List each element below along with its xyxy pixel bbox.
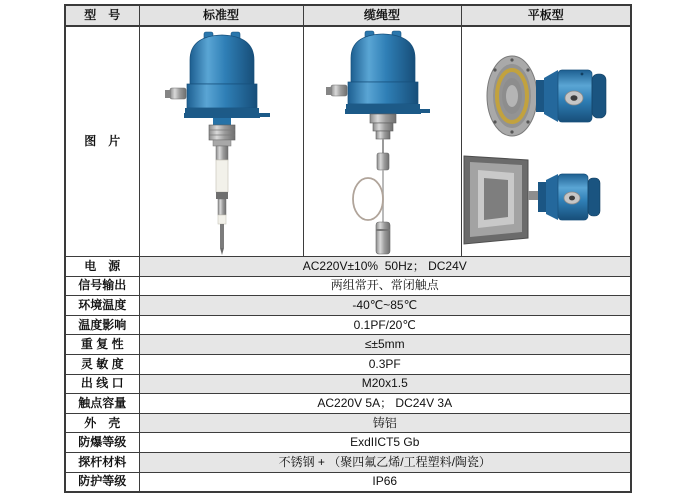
cable-loop: [353, 178, 383, 220]
spec-value: 0.1PF/20℃: [139, 315, 631, 335]
spec-value: -40℃~85℃: [139, 296, 631, 316]
cable-type-product-photo: [304, 28, 462, 256]
spec-label: 灵 敏 度: [65, 354, 139, 374]
spec-value: AC220V 5A； DC24V 3A: [139, 394, 631, 414]
rod-probe: [209, 125, 235, 255]
header-flat-plate-type: 平板型: [461, 5, 631, 26]
standard-type-product-photo: [140, 28, 304, 256]
spec-label: 电 源: [65, 257, 139, 277]
spec-row-power: [65, 257, 631, 277]
spec-row-enclosure: [65, 413, 631, 433]
spec-value: IP66: [139, 472, 631, 492]
cable-type-photo-cell: [303, 26, 461, 257]
product-spec-table: [64, 4, 632, 493]
spec-row-temperature-effect: [65, 315, 631, 335]
counterweight: [376, 222, 390, 254]
spec-value: 两组常开、常闭触点: [139, 276, 631, 296]
cable-gland: [331, 85, 347, 96]
spec-value: ExdIICT5 Gb: [139, 433, 631, 453]
spec-label: 重 复 性: [65, 335, 139, 355]
header-cable-type: 缆绳型: [303, 5, 461, 26]
spec-value: 0.3PF: [139, 354, 631, 374]
table-header-row: [65, 5, 631, 26]
spec-value: 不锈钢 + （聚四氟乙烯/工程塑料/陶瓷）: [139, 452, 631, 472]
spec-label: 探杆材料: [65, 452, 139, 472]
spec-row-explosion-proof-grade: [65, 433, 631, 453]
device-housing: [165, 32, 270, 125]
spec-row-repeatability: [65, 335, 631, 355]
spec-row-probe-material: [65, 452, 631, 472]
flat-plate-type-photo-cell: [461, 26, 631, 257]
image-row-label: 图 片: [65, 26, 139, 257]
spec-value: M20x1.5: [139, 374, 631, 394]
cable-gland: [170, 88, 186, 99]
spec-label: 温度影响: [65, 315, 139, 335]
round-flange-assembly: [487, 56, 606, 136]
spec-rows: [65, 257, 631, 493]
spec-row-contact-rating: [65, 394, 631, 414]
spec-value: ≤±5mm: [139, 335, 631, 355]
spec-label: 防爆等级: [65, 433, 139, 453]
spec-sheet: [64, 4, 632, 493]
spec-value: 铸铝: [139, 413, 631, 433]
image-row: [65, 26, 631, 257]
header-model: 型 号: [65, 5, 139, 26]
cable-probe: [353, 114, 396, 254]
spec-label: 环境温度: [65, 296, 139, 316]
spec-label: 触点容量: [65, 394, 139, 414]
spec-row-cable-entry: [65, 374, 631, 394]
device-housing: [326, 31, 430, 114]
spec-label: 出 线 口: [65, 374, 139, 394]
flat-plate-type-product-photo: [462, 28, 632, 256]
spec-label: 防护等级: [65, 472, 139, 492]
ptfe-sleeve: [216, 160, 228, 192]
square-plate-assembly: [464, 156, 600, 244]
spec-row-protection-grade: [65, 472, 631, 492]
spec-row-ambient-temperature: [65, 296, 631, 316]
standard-type-photo-cell: [139, 26, 303, 257]
spec-row-signal-output: [65, 276, 631, 296]
spec-value: AC220V±10% 50Hz； DC24V: [139, 257, 631, 277]
header-standard-type: 标准型: [139, 5, 303, 26]
spec-row-sensitivity: [65, 354, 631, 374]
spec-label: 信号输出: [65, 276, 139, 296]
spec-label: 外 壳: [65, 413, 139, 433]
